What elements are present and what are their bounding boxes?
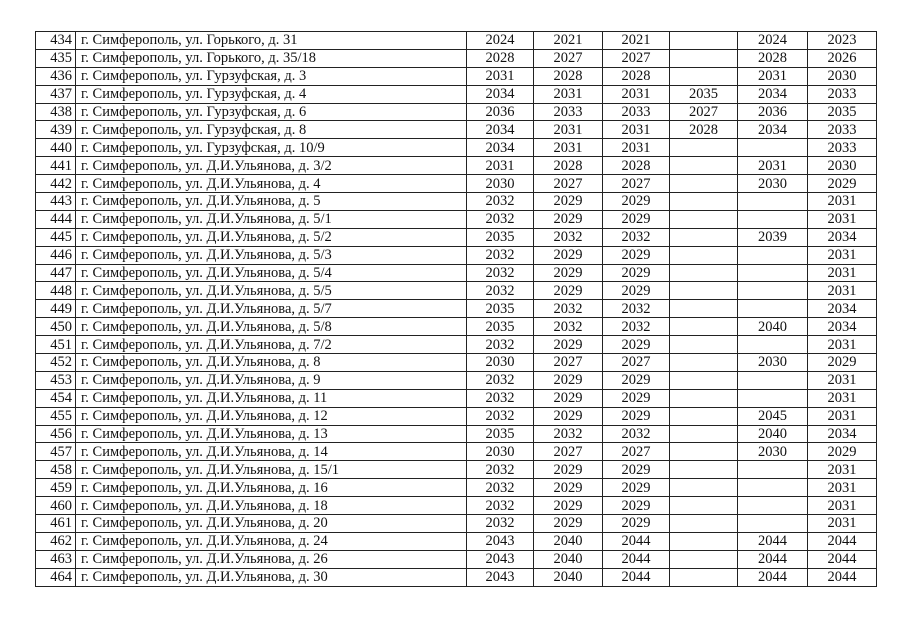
year-cell-4 bbox=[670, 32, 738, 50]
address-cell: г. Симферополь, ул. Гурзуфская, д. 3 bbox=[76, 67, 467, 85]
row-number-cell: 450 bbox=[36, 318, 76, 336]
table-row bbox=[36, 246, 877, 264]
row-number-cell: 447 bbox=[36, 264, 76, 282]
year-cell-2: 2029 bbox=[534, 282, 603, 300]
year-cell-3: 2029 bbox=[603, 407, 670, 425]
row-number-cell: 453 bbox=[36, 371, 76, 389]
year-cell-5: 2044 bbox=[738, 532, 808, 550]
address-cell: г. Симферополь, ул. Д.И.Ульянова, д. 5 bbox=[76, 193, 467, 211]
row-number-cell: 455 bbox=[36, 407, 76, 425]
table-row bbox=[36, 443, 877, 461]
year-cell-1: 2024 bbox=[467, 32, 534, 50]
year-cell-6: 2044 bbox=[808, 550, 877, 568]
address-cell: г. Симферополь, ул. Д.И.Ульянова, д. 20 bbox=[76, 515, 467, 533]
year-cell-5: 2030 bbox=[738, 354, 808, 372]
year-cell-5: 2044 bbox=[738, 550, 808, 568]
year-cell-6: 2031 bbox=[808, 515, 877, 533]
row-number-cell: 462 bbox=[36, 532, 76, 550]
table-row bbox=[36, 157, 877, 175]
year-cell-6: 2034 bbox=[808, 318, 877, 336]
year-cell-6: 2033 bbox=[808, 121, 877, 139]
year-cell-6: 2031 bbox=[808, 336, 877, 354]
year-cell-1: 2032 bbox=[467, 479, 534, 497]
year-cell-2: 2032 bbox=[534, 425, 603, 443]
address-cell: г. Симферополь, ул. Горького, д. 31 bbox=[76, 32, 467, 50]
row-number-cell: 438 bbox=[36, 103, 76, 121]
year-cell-4 bbox=[670, 479, 738, 497]
year-cell-4 bbox=[670, 407, 738, 425]
year-cell-3: 2033 bbox=[603, 103, 670, 121]
year-cell-3: 2027 bbox=[603, 443, 670, 461]
table-row bbox=[36, 193, 877, 211]
row-number-cell: 464 bbox=[36, 568, 76, 586]
year-cell-2: 2028 bbox=[534, 157, 603, 175]
address-cell: г. Симферополь, ул. Д.И.Ульянова, д. 5/3 bbox=[76, 246, 467, 264]
year-cell-6: 2031 bbox=[808, 389, 877, 407]
year-cell-4 bbox=[670, 300, 738, 318]
table-row bbox=[36, 103, 877, 121]
year-cell-2: 2027 bbox=[534, 354, 603, 372]
row-number-cell: 461 bbox=[36, 515, 76, 533]
year-cell-5 bbox=[738, 264, 808, 282]
year-cell-4: 2027 bbox=[670, 103, 738, 121]
year-cell-3: 2029 bbox=[603, 210, 670, 228]
row-number-cell: 451 bbox=[36, 336, 76, 354]
year-cell-6: 2031 bbox=[808, 264, 877, 282]
year-cell-1: 2032 bbox=[467, 389, 534, 407]
year-cell-3: 2029 bbox=[603, 282, 670, 300]
year-cell-3: 2028 bbox=[603, 67, 670, 85]
year-cell-6: 2031 bbox=[808, 371, 877, 389]
year-cell-2: 2029 bbox=[534, 461, 603, 479]
year-cell-4 bbox=[670, 425, 738, 443]
table-row bbox=[36, 32, 877, 50]
year-cell-4 bbox=[670, 443, 738, 461]
schedule-table bbox=[35, 31, 877, 587]
year-cell-3: 2031 bbox=[603, 121, 670, 139]
year-cell-5 bbox=[738, 389, 808, 407]
year-cell-5 bbox=[738, 282, 808, 300]
address-cell: г. Симферополь, ул. Д.И.Ульянова, д. 5/1 bbox=[76, 210, 467, 228]
address-cell: г. Симферополь, ул. Гурзуфская, д. 6 bbox=[76, 103, 467, 121]
table-row bbox=[36, 568, 877, 586]
year-cell-1: 2030 bbox=[467, 354, 534, 372]
year-cell-4 bbox=[670, 497, 738, 515]
year-cell-1: 2032 bbox=[467, 282, 534, 300]
row-number-cell: 448 bbox=[36, 282, 76, 300]
year-cell-6: 2031 bbox=[808, 193, 877, 211]
year-cell-1: 2031 bbox=[467, 67, 534, 85]
year-cell-1: 2036 bbox=[467, 103, 534, 121]
year-cell-2: 2040 bbox=[534, 568, 603, 586]
year-cell-3: 2021 bbox=[603, 32, 670, 50]
year-cell-4 bbox=[670, 318, 738, 336]
address-cell: г. Симферополь, ул. Д.И.Ульянова, д. 18 bbox=[76, 497, 467, 515]
year-cell-2: 2029 bbox=[534, 246, 603, 264]
year-cell-2: 2031 bbox=[534, 85, 603, 103]
table-row bbox=[36, 85, 877, 103]
year-cell-5: 2036 bbox=[738, 103, 808, 121]
year-cell-6: 2023 bbox=[808, 32, 877, 50]
address-cell: г. Симферополь, ул. Гурзуфская, д. 10/9 bbox=[76, 139, 467, 157]
row-number-cell: 460 bbox=[36, 497, 76, 515]
address-cell: г. Симферополь, ул. Д.И.Ульянова, д. 5/5 bbox=[76, 282, 467, 300]
year-cell-1: 2032 bbox=[467, 371, 534, 389]
row-number-cell: 458 bbox=[36, 461, 76, 479]
address-cell: г. Симферополь, ул. Гурзуфская, д. 4 bbox=[76, 85, 467, 103]
year-cell-1: 2028 bbox=[467, 49, 534, 67]
row-number-cell: 434 bbox=[36, 32, 76, 50]
year-cell-5: 2040 bbox=[738, 425, 808, 443]
year-cell-3: 2032 bbox=[603, 300, 670, 318]
year-cell-5 bbox=[738, 515, 808, 533]
year-cell-6: 2034 bbox=[808, 425, 877, 443]
year-cell-1: 2031 bbox=[467, 157, 534, 175]
year-cell-1: 2032 bbox=[467, 461, 534, 479]
year-cell-3: 2028 bbox=[603, 157, 670, 175]
year-cell-3: 2032 bbox=[603, 318, 670, 336]
year-cell-1: 2032 bbox=[467, 336, 534, 354]
year-cell-6: 2044 bbox=[808, 568, 877, 586]
year-cell-1: 2030 bbox=[467, 175, 534, 193]
table-row bbox=[36, 532, 877, 550]
row-number-cell: 437 bbox=[36, 85, 76, 103]
address-cell: г. Симферополь, ул. Д.И.Ульянова, д. 16 bbox=[76, 479, 467, 497]
row-number-cell: 441 bbox=[36, 157, 76, 175]
address-cell: г. Симферополь, ул. Д.И.Ульянова, д. 15/1 bbox=[76, 461, 467, 479]
year-cell-2: 2033 bbox=[534, 103, 603, 121]
table-row bbox=[36, 49, 877, 67]
address-cell: г. Симферополь, ул. Гурзуфская, д. 8 bbox=[76, 121, 467, 139]
year-cell-2: 2027 bbox=[534, 175, 603, 193]
year-cell-1: 2043 bbox=[467, 568, 534, 586]
year-cell-3: 2029 bbox=[603, 389, 670, 407]
table-row bbox=[36, 67, 877, 85]
year-cell-4 bbox=[670, 246, 738, 264]
year-cell-4 bbox=[670, 157, 738, 175]
year-cell-2: 2032 bbox=[534, 318, 603, 336]
address-cell: г. Симферополь, ул. Д.И.Ульянова, д. 26 bbox=[76, 550, 467, 568]
year-cell-6: 2034 bbox=[808, 228, 877, 246]
year-cell-2: 2032 bbox=[534, 228, 603, 246]
year-cell-2: 2021 bbox=[534, 32, 603, 50]
year-cell-4 bbox=[670, 354, 738, 372]
year-cell-2: 2029 bbox=[534, 515, 603, 533]
year-cell-4 bbox=[670, 49, 738, 67]
table-row bbox=[36, 389, 877, 407]
table-body bbox=[36, 32, 877, 587]
row-number-cell: 444 bbox=[36, 210, 76, 228]
address-cell: г. Симферополь, ул. Д.И.Ульянова, д. 5/2 bbox=[76, 228, 467, 246]
year-cell-6: 2031 bbox=[808, 210, 877, 228]
address-cell: г. Симферополь, ул. Д.И.Ульянова, д. 5/8 bbox=[76, 318, 467, 336]
year-cell-2: 2040 bbox=[534, 550, 603, 568]
year-cell-5: 2030 bbox=[738, 443, 808, 461]
year-cell-3: 2032 bbox=[603, 425, 670, 443]
year-cell-5 bbox=[738, 210, 808, 228]
address-cell: г. Симферополь, ул. Д.И.Ульянова, д. 30 bbox=[76, 568, 467, 586]
table-row bbox=[36, 228, 877, 246]
year-cell-5: 2044 bbox=[738, 568, 808, 586]
year-cell-3: 2027 bbox=[603, 49, 670, 67]
year-cell-5: 2040 bbox=[738, 318, 808, 336]
year-cell-6: 2031 bbox=[808, 479, 877, 497]
row-number-cell: 463 bbox=[36, 550, 76, 568]
table-row bbox=[36, 175, 877, 193]
year-cell-5: 2028 bbox=[738, 49, 808, 67]
year-cell-1: 2043 bbox=[467, 532, 534, 550]
address-cell: г. Симферополь, ул. Д.И.Ульянова, д. 7/2 bbox=[76, 336, 467, 354]
year-cell-2: 2027 bbox=[534, 49, 603, 67]
year-cell-2: 2029 bbox=[534, 264, 603, 282]
year-cell-4 bbox=[670, 568, 738, 586]
year-cell-4: 2028 bbox=[670, 121, 738, 139]
table-row bbox=[36, 371, 877, 389]
year-cell-1: 2035 bbox=[467, 300, 534, 318]
table-row bbox=[36, 318, 877, 336]
year-cell-1: 2032 bbox=[467, 515, 534, 533]
row-number-cell: 452 bbox=[36, 354, 76, 372]
year-cell-4 bbox=[670, 210, 738, 228]
year-cell-3: 2029 bbox=[603, 371, 670, 389]
year-cell-4 bbox=[670, 228, 738, 246]
address-cell: г. Симферополь, ул. Д.И.Ульянова, д. 4 bbox=[76, 175, 467, 193]
year-cell-1: 2034 bbox=[467, 121, 534, 139]
year-cell-2: 2029 bbox=[534, 389, 603, 407]
year-cell-1: 2043 bbox=[467, 550, 534, 568]
year-cell-6: 2031 bbox=[808, 282, 877, 300]
year-cell-6: 2031 bbox=[808, 246, 877, 264]
year-cell-3: 2031 bbox=[603, 139, 670, 157]
year-cell-3: 2029 bbox=[603, 193, 670, 211]
year-cell-5 bbox=[738, 461, 808, 479]
table-row bbox=[36, 425, 877, 443]
year-cell-2: 2032 bbox=[534, 300, 603, 318]
year-cell-1: 2035 bbox=[467, 318, 534, 336]
year-cell-2: 2029 bbox=[534, 407, 603, 425]
year-cell-2: 2029 bbox=[534, 193, 603, 211]
year-cell-3: 2029 bbox=[603, 479, 670, 497]
year-cell-2: 2029 bbox=[534, 497, 603, 515]
row-number-cell: 440 bbox=[36, 139, 76, 157]
year-cell-1: 2032 bbox=[467, 210, 534, 228]
year-cell-3: 2027 bbox=[603, 354, 670, 372]
table-row bbox=[36, 121, 877, 139]
year-cell-6: 2035 bbox=[808, 103, 877, 121]
year-cell-3: 2029 bbox=[603, 264, 670, 282]
row-number-cell: 443 bbox=[36, 193, 76, 211]
year-cell-2: 2029 bbox=[534, 479, 603, 497]
year-cell-5 bbox=[738, 336, 808, 354]
year-cell-2: 2040 bbox=[534, 532, 603, 550]
table-row bbox=[36, 139, 877, 157]
year-cell-3: 2029 bbox=[603, 246, 670, 264]
address-cell: г. Симферополь, ул. Д.И.Ульянова, д. 8 bbox=[76, 354, 467, 372]
address-cell: г. Симферополь, ул. Д.И.Ульянова, д. 5/4 bbox=[76, 264, 467, 282]
year-cell-2: 2028 bbox=[534, 67, 603, 85]
year-cell-6: 2026 bbox=[808, 49, 877, 67]
year-cell-4 bbox=[670, 139, 738, 157]
year-cell-1: 2030 bbox=[467, 443, 534, 461]
address-cell: г. Симферополь, ул. Д.И.Ульянова, д. 9 bbox=[76, 371, 467, 389]
year-cell-4 bbox=[670, 282, 738, 300]
year-cell-1: 2035 bbox=[467, 425, 534, 443]
year-cell-6: 2044 bbox=[808, 532, 877, 550]
year-cell-5 bbox=[738, 139, 808, 157]
year-cell-4 bbox=[670, 371, 738, 389]
year-cell-1: 2032 bbox=[467, 497, 534, 515]
year-cell-3: 2031 bbox=[603, 85, 670, 103]
year-cell-3: 2044 bbox=[603, 568, 670, 586]
year-cell-1: 2035 bbox=[467, 228, 534, 246]
year-cell-5 bbox=[738, 246, 808, 264]
address-cell: г. Симферополь, ул. Д.И.Ульянова, д. 13 bbox=[76, 425, 467, 443]
row-number-cell: 446 bbox=[36, 246, 76, 264]
year-cell-1: 2032 bbox=[467, 246, 534, 264]
year-cell-5 bbox=[738, 497, 808, 515]
address-cell: г. Симферополь, ул. Д.И.Ульянова, д. 5/7 bbox=[76, 300, 467, 318]
year-cell-3: 2044 bbox=[603, 532, 670, 550]
year-cell-2: 2029 bbox=[534, 210, 603, 228]
year-cell-3: 2029 bbox=[603, 461, 670, 479]
year-cell-4 bbox=[670, 264, 738, 282]
year-cell-6: 2029 bbox=[808, 175, 877, 193]
year-cell-6: 2031 bbox=[808, 497, 877, 515]
year-cell-4: 2035 bbox=[670, 85, 738, 103]
table-row bbox=[36, 354, 877, 372]
table-row bbox=[36, 550, 877, 568]
table-row bbox=[36, 264, 877, 282]
table-row bbox=[36, 282, 877, 300]
year-cell-5 bbox=[738, 193, 808, 211]
year-cell-3: 2032 bbox=[603, 228, 670, 246]
year-cell-4 bbox=[670, 67, 738, 85]
year-cell-5: 2039 bbox=[738, 228, 808, 246]
year-cell-5: 2030 bbox=[738, 175, 808, 193]
address-cell: г. Симферополь, ул. Д.И.Ульянова, д. 24 bbox=[76, 532, 467, 550]
year-cell-2: 2029 bbox=[534, 336, 603, 354]
year-cell-1: 2032 bbox=[467, 193, 534, 211]
table-row bbox=[36, 300, 877, 318]
year-cell-6: 2033 bbox=[808, 139, 877, 157]
year-cell-4 bbox=[670, 515, 738, 533]
year-cell-1: 2034 bbox=[467, 85, 534, 103]
table-row bbox=[36, 479, 877, 497]
year-cell-3: 2027 bbox=[603, 175, 670, 193]
row-number-cell: 457 bbox=[36, 443, 76, 461]
year-cell-5: 2031 bbox=[738, 157, 808, 175]
year-cell-4 bbox=[670, 193, 738, 211]
row-number-cell: 445 bbox=[36, 228, 76, 246]
year-cell-3: 2044 bbox=[603, 550, 670, 568]
year-cell-6: 2029 bbox=[808, 354, 877, 372]
table-row bbox=[36, 407, 877, 425]
year-cell-6: 2030 bbox=[808, 157, 877, 175]
year-cell-6: 2034 bbox=[808, 300, 877, 318]
row-number-cell: 459 bbox=[36, 479, 76, 497]
year-cell-4 bbox=[670, 336, 738, 354]
year-cell-1: 2032 bbox=[467, 264, 534, 282]
table-row bbox=[36, 497, 877, 515]
row-number-cell: 456 bbox=[36, 425, 76, 443]
year-cell-4 bbox=[670, 175, 738, 193]
year-cell-1: 2034 bbox=[467, 139, 534, 157]
year-cell-5: 2045 bbox=[738, 407, 808, 425]
year-cell-5 bbox=[738, 300, 808, 318]
year-cell-3: 2029 bbox=[603, 336, 670, 354]
table-row bbox=[36, 210, 877, 228]
row-number-cell: 439 bbox=[36, 121, 76, 139]
year-cell-6: 2030 bbox=[808, 67, 877, 85]
address-cell: г. Симферополь, ул. Д.И.Ульянова, д. 11 bbox=[76, 389, 467, 407]
year-cell-4 bbox=[670, 389, 738, 407]
row-number-cell: 436 bbox=[36, 67, 76, 85]
year-cell-1: 2032 bbox=[467, 407, 534, 425]
year-cell-5: 2024 bbox=[738, 32, 808, 50]
row-number-cell: 449 bbox=[36, 300, 76, 318]
year-cell-2: 2027 bbox=[534, 443, 603, 461]
year-cell-6: 2031 bbox=[808, 407, 877, 425]
year-cell-5: 2034 bbox=[738, 85, 808, 103]
year-cell-2: 2031 bbox=[534, 139, 603, 157]
row-number-cell: 442 bbox=[36, 175, 76, 193]
year-cell-4 bbox=[670, 532, 738, 550]
year-cell-4 bbox=[670, 550, 738, 568]
table-row bbox=[36, 336, 877, 354]
address-cell: г. Симферополь, ул. Д.И.Ульянова, д. 14 bbox=[76, 443, 467, 461]
row-number-cell: 454 bbox=[36, 389, 76, 407]
table-row bbox=[36, 515, 877, 533]
year-cell-3: 2029 bbox=[603, 497, 670, 515]
table-row bbox=[36, 461, 877, 479]
address-cell: г. Симферополь, ул. Д.И.Ульянова, д. 3/2 bbox=[76, 157, 467, 175]
year-cell-3: 2029 bbox=[603, 515, 670, 533]
row-number-cell: 435 bbox=[36, 49, 76, 67]
address-cell: г. Симферополь, ул. Д.И.Ульянова, д. 12 bbox=[76, 407, 467, 425]
year-cell-2: 2029 bbox=[534, 371, 603, 389]
year-cell-5: 2034 bbox=[738, 121, 808, 139]
year-cell-4 bbox=[670, 461, 738, 479]
year-cell-5 bbox=[738, 371, 808, 389]
year-cell-6: 2033 bbox=[808, 85, 877, 103]
year-cell-5: 2031 bbox=[738, 67, 808, 85]
year-cell-6: 2031 bbox=[808, 461, 877, 479]
year-cell-2: 2031 bbox=[534, 121, 603, 139]
address-cell: г. Симферополь, ул. Горького, д. 35/18 bbox=[76, 49, 467, 67]
year-cell-5 bbox=[738, 479, 808, 497]
year-cell-6: 2029 bbox=[808, 443, 877, 461]
